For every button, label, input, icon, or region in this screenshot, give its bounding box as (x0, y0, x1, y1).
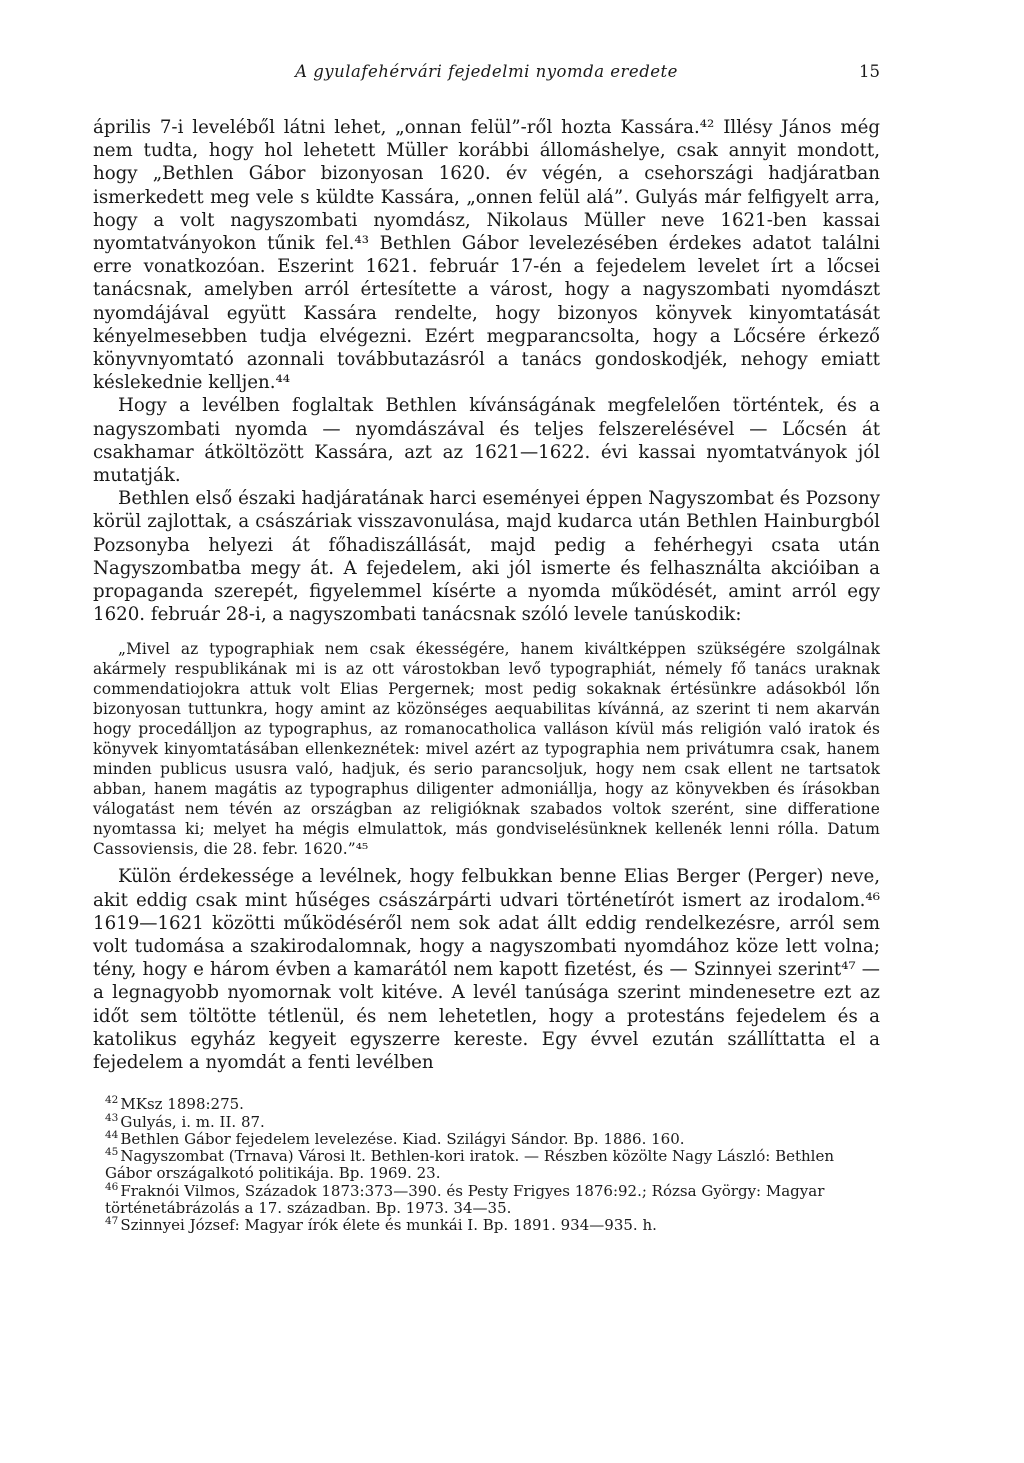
footnote-42: $^{42}$ MKsz 1898:275. (105, 1094, 244, 1114)
footnote-44: $^{44}$ Bethlen Gábor fejedelem levelezése. Kiad. Szilágyi Sándor. Bp. 1886. 160. (105, 1128, 685, 1148)
book-page (93, 62, 880, 1235)
quote-text: „Mivel az typographiak nem csak ékességére, hanem kiváltképpen szükségére szolgálnak akármely respublikának mi is az ott várostokban levő typographiát, némely fő tanács uraknak commendatiojokra attuk volt Elias Pergernek; most pedig sokaknak értésünkre adásokból lőn bizonyosan tuttunkra, hogy amint az közönséges aequabilitas kívánná, az szerint ti nem akarván hogy procedálljon az typographus, az romanocatholica valláson kívül más religión való iratok és könyvek kinyomtatásában ellenkeznétek: mivel azért az typographia nem privátumra csak, hanem minden publicus ususra való, hadjuk, és serio parancsoljuk, hogy nem csak ellent ne tartsatok abban, hanem magátis az typographus diligenter admoniállja, hogy az könyvekben és írásokban válogatást nem tévén az országban az religióknak szabados voltok szerént, sine differatione nyomtassa ki; melyet ha mégis elmulattok, más gondviselésünknek kellenék lenni rólla. Datum Cassoviensis, die 28. febr. 1620.”⁴⁵ (93, 640, 880, 858)
block-quote (93, 640, 880, 859)
running-title: A gyulafehérvári fejedelmi nyomda eredete (295, 62, 678, 81)
paragraph-3: Bethlen első északi hadjáratának harci eseményei éppen Nagyszombat és Pozsony körül zajlottak, a császáriak visszavonulása, majd kudarca után Bethlen Hainburgból Pozsonyba helyezi át főhadiszállását, majd pedig a fehérhegyi csata után Nagyszombatba megy át. A fejedelem, aki jól ismerte és felhasználta akcióiban a propaganda szerepét, figyelemmel kísérte a nyomda működését, amint arról egy 1620. február 28-i, a nagyszombati tanácsnak szóló levele tanúskodik: (93, 488, 880, 626)
footnote-45: $^{45}$ Nagyszombat (Trnava) Városi lt. Bethlen-kori iratok. — Részben közölte Nagy László: Bethlen Gábor országalkotó politikája. Bp. 1969. 23. (105, 1146, 835, 1183)
main-text (93, 116, 880, 1074)
footnotes (93, 1096, 880, 1234)
footnote-43: $^{43}$ Gulyás, i. m. II. 87. (105, 1111, 265, 1131)
paragraph-2: Hogy a levélben foglaltak Bethlen kívánságának megfelelően történtek, és a nagyszombati nyomda — nyomdászával és teljes felszerelésével — Lőcsén át csakhamar átköltözött Kassára, azt az 1621—1622. évi kassai nyomtatványok jól mutatják. (93, 395, 880, 487)
footnote-47: $^{47}$ Szinnyei József: Magyar írók élete és munkái I. Bp. 1891. 934—935. h. (105, 1215, 657, 1235)
paragraph-1: április 7-i leveléből látni lehet, „onnan felül”-ről hozta Kassára.⁴² Illésy János még nem tudta, hogy hol lehetett Müller korábbi állomáshelye, csak annyit mondott, hogy „Bethlen Gábor bizonyosan 1620. év végén, a csehországi hadjáratban ismerkedett meg vele s küldte Kassára, „onnen felül alá”. Gulyás már felfigyelt arra, hogy a volt nagyszombati nyomdász, Nikolaus Müller neve 1621-ben kassai nyomtatványokon tűnik fel.⁴³ Bethlen Gábor levelezésében érdekes adatot találni erre vonatkozóan. Eszerint 1621. február 17-én a fejedelem levelet írt a lőcsei tanácsnak, amelyben arról értesítette a várost, hogy a nagyszombati nyomdászt nyomdájával együtt Kassára rendelte, hogy bizonyos könyvek kinyomtatását kényelmesebben tudja elvégezni. Ezért megparancsolta, hogy a Lőcsére érkező könyvnyomtató azonnali továbbutazásról a tanács gondoskodjék, nehogy emiatt késlekednie kelljen.⁴⁴ (93, 117, 880, 394)
paragraph-4: Külön érdekessége a levélnek, hogy felbukkan benne Elias Berger (Perger) neve, akit eddig csak mint hűséges császárpárti udvari történetírót ismert az irodalom.⁴⁶ 1619—1621 közötti működéséről nem sok adat állt eddig rendelkezésre, arról sem volt tudomása a szakirodalomnak, hogy a nagyszombati nyomdához köze lett volna; tény, hogy e három évben a kamarától nem kapott fizetést, és — Szinnyei szerint⁴⁷ — a legnagyobb nyomornak volt kitéve. A levél tanúsága szerint mindenesetre ezt az időt sem töltötte tétlenül, és nem lehetetlen, hogy a protestáns fejedelem és a katolikus egyház kegyeit egyszerre kereste. Egy évvel ezután szállíttatta el a fejedelem a nyomdát a fenti levélben (93, 866, 880, 1074)
page-number: 15 (859, 62, 880, 81)
footnote-46: $^{46}$ Fraknói Vilmos, Századok 1873:373—390. és Pesty Frigyes 1876:92.; Rózsa György: Magyar történetábrázolás a 17. században. Bp. 1973. 34—35. (105, 1180, 825, 1218)
page-header (93, 62, 880, 92)
